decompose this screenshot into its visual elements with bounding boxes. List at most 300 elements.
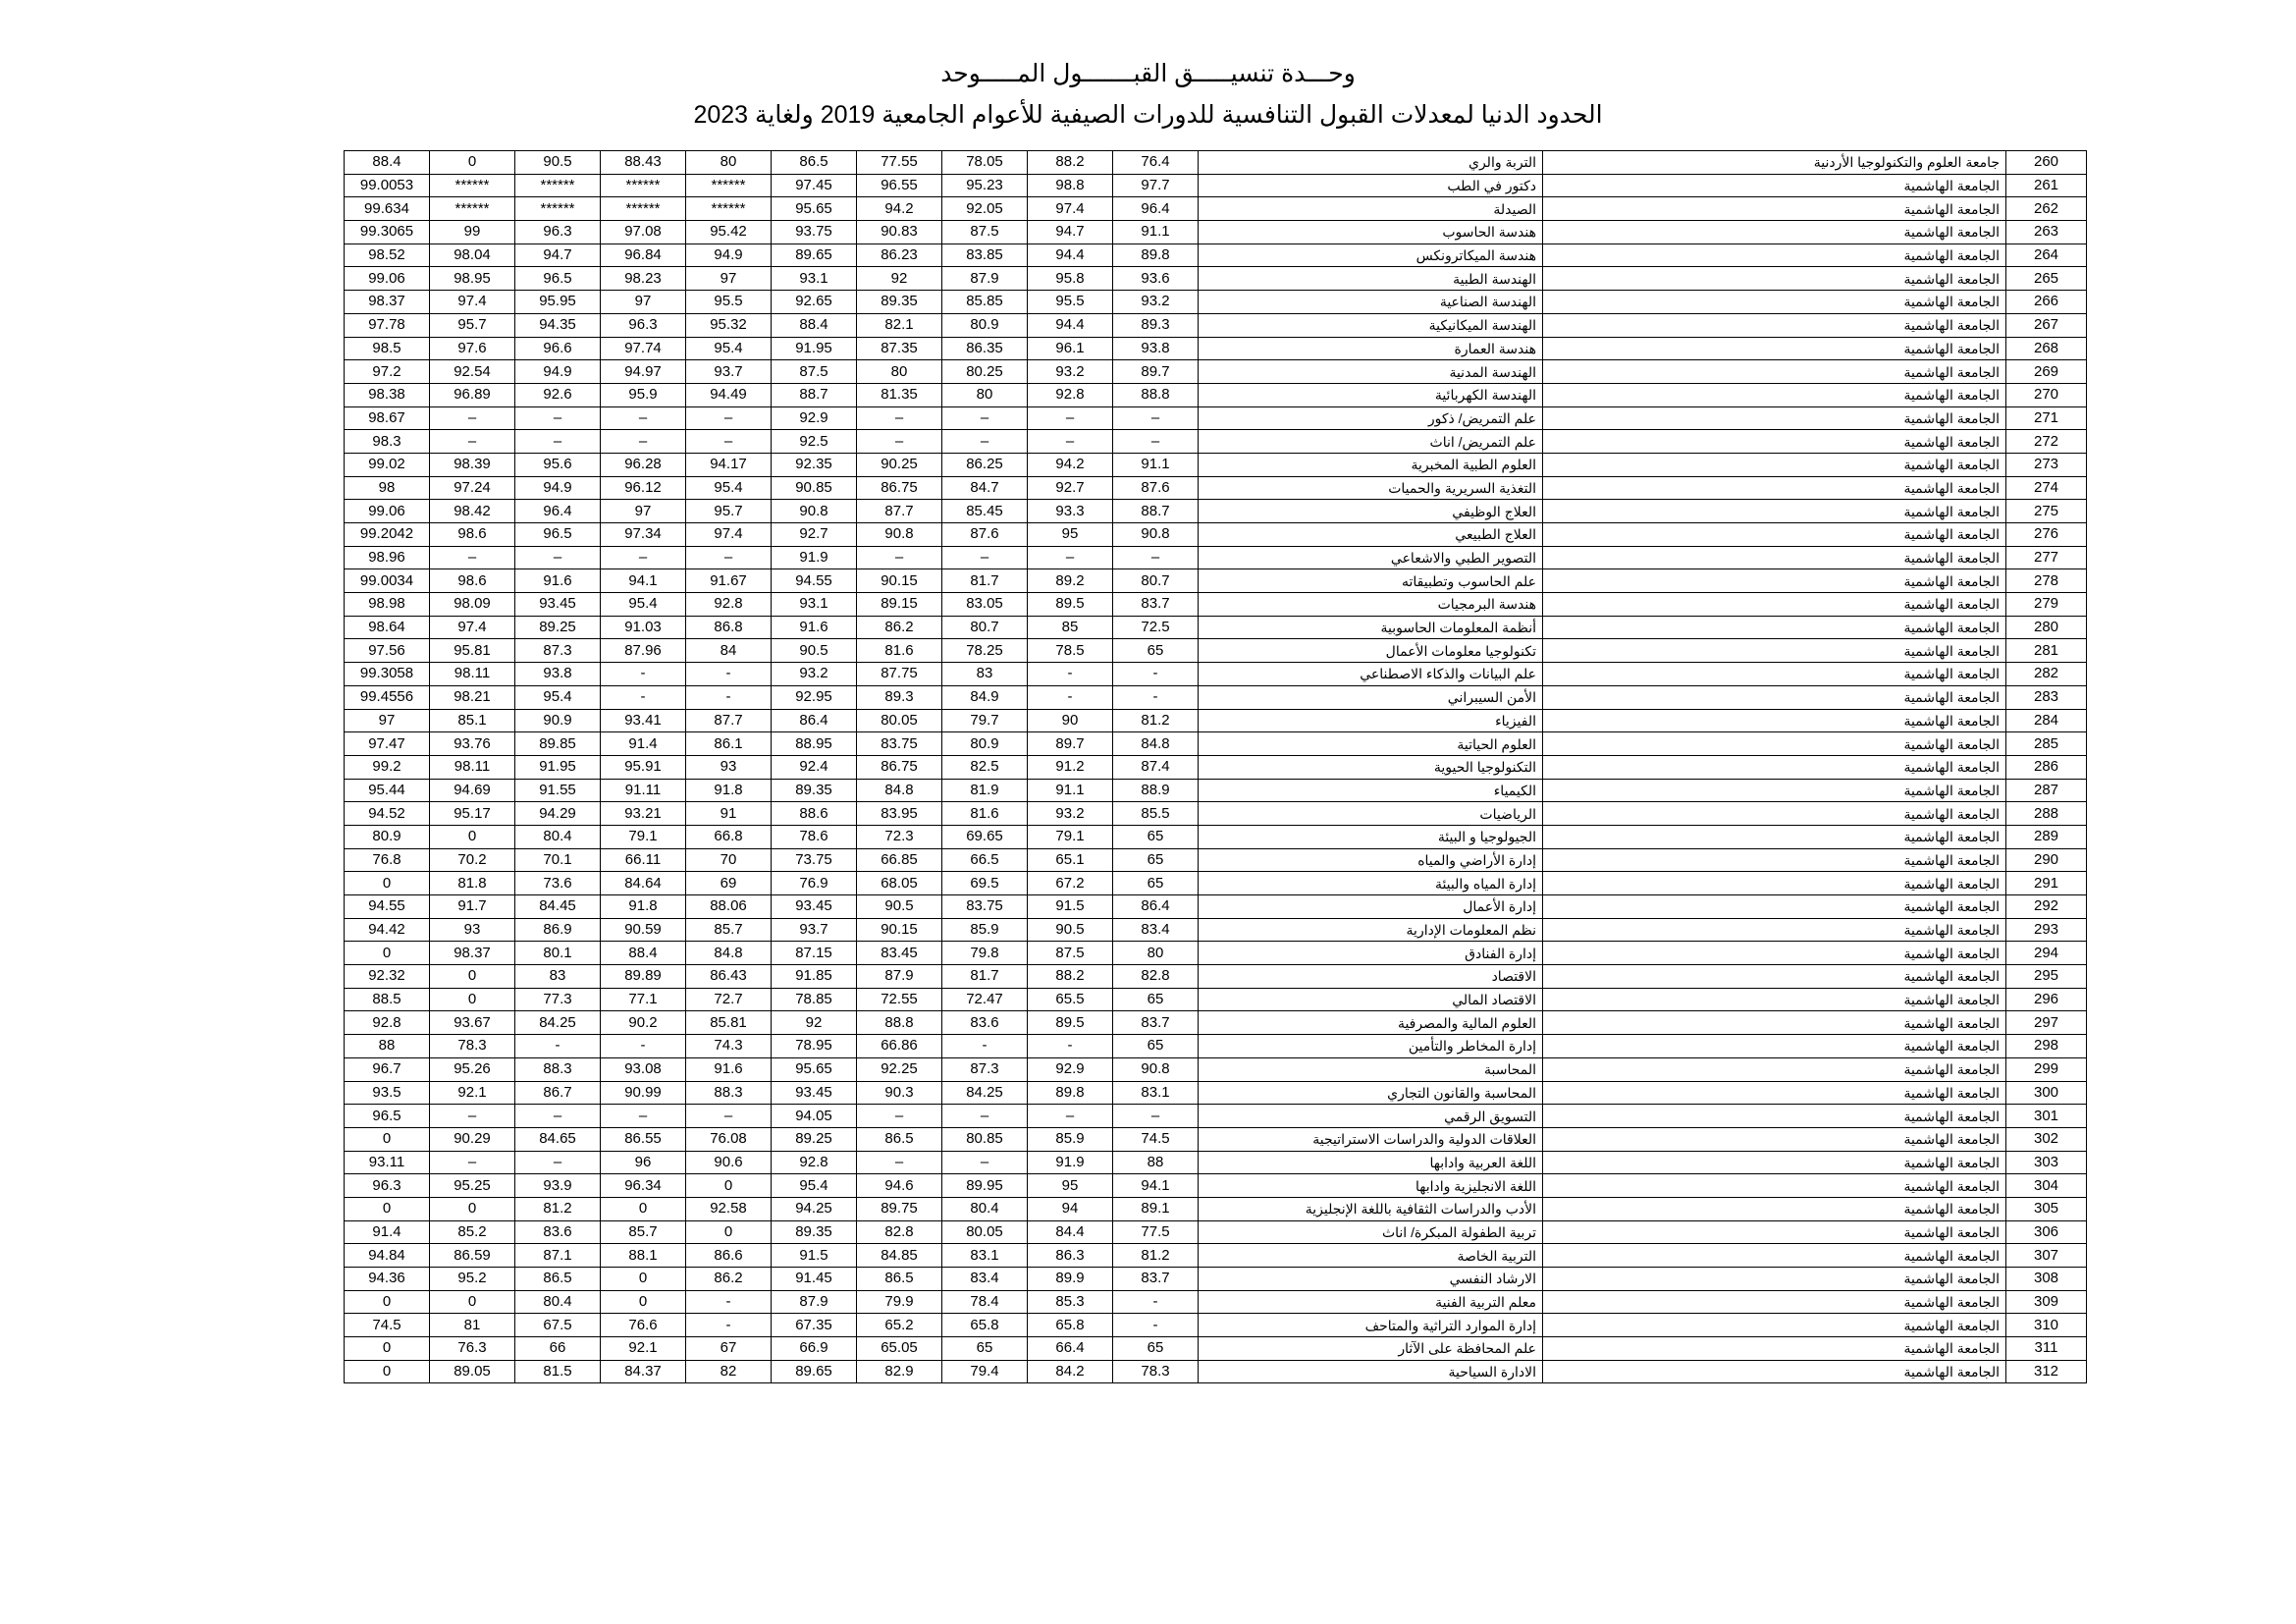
score-cell: 96.12 [601, 476, 686, 500]
score-cell: 97.24 [430, 476, 515, 500]
score-cell: 93.7 [772, 918, 857, 942]
score-cell: 77.1 [601, 988, 686, 1011]
score-cell: 88.43 [601, 151, 686, 175]
score-cell: 91.5 [1028, 895, 1113, 919]
major-cell: التربة والري [1199, 151, 1543, 175]
score-cell: 98.96 [345, 546, 430, 569]
score-cell: 92.65 [772, 291, 857, 314]
score-cell: 0 [686, 1174, 772, 1198]
score-cell: 89.95 [942, 1174, 1028, 1198]
score-cell: 74.3 [686, 1035, 772, 1058]
score-cell: 0 [430, 965, 515, 989]
university-cell: الجامعة الهاشمية [1543, 732, 2006, 756]
table-row [345, 755, 2087, 779]
university-cell: الجامعة الهاشمية [1543, 360, 2006, 384]
score-cell: 0 [345, 1197, 430, 1220]
score-cell: 91.1 [1028, 779, 1113, 802]
score-cell: 94.42 [345, 918, 430, 942]
score-cell: 77.3 [515, 988, 601, 1011]
score-cell: - [1113, 1314, 1199, 1337]
score-cell: 81 [430, 1314, 515, 1337]
score-cell: – [1028, 406, 1113, 430]
score-cell: 84.8 [1113, 732, 1199, 756]
score-cell: 85 [1028, 616, 1113, 639]
university-cell: الجامعة الهاشمية [1543, 174, 2006, 197]
score-cell: - [686, 1290, 772, 1314]
score-cell: 85.1 [430, 709, 515, 732]
score-cell: 96.89 [430, 383, 515, 406]
major-cell: اللغة الانجليزية وادابها [1199, 1174, 1543, 1198]
row-number-cell: 290 [2006, 848, 2087, 872]
score-cell: 94.2 [1028, 453, 1113, 476]
university-cell: الجامعة الهاشمية [1543, 1057, 2006, 1081]
row-number-cell: 298 [2006, 1035, 2087, 1058]
score-cell: 91.6 [515, 569, 601, 593]
score-cell: 73.6 [515, 872, 601, 895]
score-cell: 97.4 [686, 523, 772, 547]
row-number-cell: 277 [2006, 546, 2087, 569]
major-cell: أنظمة المعلومات الحاسوبية [1199, 616, 1543, 639]
score-cell: 88 [1113, 1151, 1199, 1174]
score-cell: 65 [1113, 872, 1199, 895]
score-cell: 89.15 [857, 593, 942, 617]
score-cell: - [686, 1314, 772, 1337]
score-cell: 76.4 [1113, 151, 1199, 175]
score-cell: 85.2 [430, 1220, 515, 1244]
table-row [345, 1290, 2087, 1314]
score-cell: 94.36 [345, 1268, 430, 1291]
major-cell: الأمن السيبراني [1199, 685, 1543, 709]
score-cell: 86.6 [686, 1244, 772, 1268]
score-cell: ****** [686, 197, 772, 221]
score-cell: 93.08 [601, 1057, 686, 1081]
score-cell: 98.52 [345, 244, 430, 267]
table-row [345, 709, 2087, 732]
score-cell: 94 [1028, 1197, 1113, 1220]
table-row [345, 848, 2087, 872]
score-cell: 69.5 [942, 872, 1028, 895]
table-row [345, 197, 2087, 221]
score-cell: 80.7 [942, 616, 1028, 639]
score-cell: 86.5 [772, 151, 857, 175]
major-cell: علم التمريض/ ذكور [1199, 406, 1543, 430]
score-cell: 92.25 [857, 1057, 942, 1081]
row-number-cell: 309 [2006, 1290, 2087, 1314]
score-cell: 87.9 [942, 267, 1028, 291]
score-cell: 89.85 [515, 732, 601, 756]
table-row [345, 1268, 2087, 1291]
university-cell: الجامعة الهاشمية [1543, 663, 2006, 686]
table-row [345, 1057, 2087, 1081]
table-row [345, 453, 2087, 476]
row-number-cell: 284 [2006, 709, 2087, 732]
score-cell: 88.7 [1113, 500, 1199, 523]
score-cell: 90.15 [857, 918, 942, 942]
score-cell: 98.21 [430, 685, 515, 709]
university-cell: الجامعة الهاشمية [1543, 848, 2006, 872]
score-cell: 94.4 [1028, 244, 1113, 267]
row-number-cell: 311 [2006, 1337, 2087, 1361]
table-row [345, 174, 2087, 197]
score-cell: - [942, 1035, 1028, 1058]
university-cell: الجامعة الهاشمية [1543, 755, 2006, 779]
score-cell: 91.95 [772, 337, 857, 360]
score-cell: 94.9 [686, 244, 772, 267]
score-cell: 99.0053 [345, 174, 430, 197]
score-cell: 98.37 [345, 291, 430, 314]
major-cell: اللغة العربية وادابها [1199, 1151, 1543, 1174]
score-cell: 80.4 [942, 1197, 1028, 1220]
table-row [345, 616, 2087, 639]
row-number-cell: 280 [2006, 616, 2087, 639]
row-number-cell: 293 [2006, 918, 2087, 942]
university-cell: الجامعة الهاشمية [1543, 1197, 2006, 1220]
university-cell: الجامعة الهاشمية [1543, 616, 2006, 639]
score-cell: 82 [686, 1360, 772, 1383]
university-cell: الجامعة الهاشمية [1543, 1174, 2006, 1198]
score-cell: 83.95 [857, 802, 942, 826]
score-cell: 91.1 [1113, 453, 1199, 476]
score-cell: 99.0034 [345, 569, 430, 593]
score-cell: 88.3 [515, 1057, 601, 1081]
score-cell: 78.3 [430, 1035, 515, 1058]
score-cell: 86.5 [515, 1268, 601, 1291]
score-cell: 98.04 [430, 244, 515, 267]
major-cell: التصوير الطبي والاشعاعي [1199, 546, 1543, 569]
score-cell: - [1028, 685, 1113, 709]
score-cell: 94.52 [345, 802, 430, 826]
score-cell: 91.11 [601, 779, 686, 802]
score-cell: 95.44 [345, 779, 430, 802]
score-cell: 90.5 [772, 639, 857, 663]
table-row [345, 1127, 2087, 1151]
score-cell: 93.5 [345, 1081, 430, 1105]
score-cell: 70 [686, 848, 772, 872]
document-title: وحـــدة تنسيـــــق القبـــــــول المـــــوحد [940, 60, 1356, 87]
table-row [345, 663, 2087, 686]
score-cell: 95.4 [515, 685, 601, 709]
score-cell: 76.6 [601, 1314, 686, 1337]
score-cell: 95.4 [686, 476, 772, 500]
score-cell: 92.54 [430, 360, 515, 384]
score-cell: 87.96 [601, 639, 686, 663]
score-cell: - [1028, 1035, 1113, 1058]
score-cell: 89.3 [1113, 313, 1199, 337]
score-cell: 89.35 [857, 291, 942, 314]
score-cell: 89.9 [1028, 1268, 1113, 1291]
score-cell: 91.8 [601, 895, 686, 919]
score-cell: 93.67 [430, 1011, 515, 1035]
major-cell: الرياضيات [1199, 802, 1543, 826]
score-cell: 65.8 [942, 1314, 1028, 1337]
score-cell: 81.35 [857, 383, 942, 406]
score-cell: 97 [686, 267, 772, 291]
row-number-cell: 282 [2006, 663, 2087, 686]
score-cell: 90.5 [857, 895, 942, 919]
score-cell: 92.7 [1028, 476, 1113, 500]
score-cell: 97.47 [345, 732, 430, 756]
score-cell: 95.2 [430, 1268, 515, 1291]
row-number-cell: 297 [2006, 1011, 2087, 1035]
score-cell: 79.7 [942, 709, 1028, 732]
major-cell: إدارة المخاطر والتأمين [1199, 1035, 1543, 1058]
score-cell: 97.45 [772, 174, 857, 197]
score-cell: 66 [515, 1337, 601, 1361]
score-cell: 94.1 [601, 569, 686, 593]
score-cell: ****** [686, 174, 772, 197]
table-row [345, 337, 2087, 360]
score-cell: 96.4 [515, 500, 601, 523]
score-cell: ****** [601, 197, 686, 221]
score-cell: 97 [345, 709, 430, 732]
score-cell: – [686, 1105, 772, 1128]
score-cell: 79.9 [857, 1290, 942, 1314]
score-cell: 90.5 [1028, 918, 1113, 942]
score-cell: 92.7 [772, 523, 857, 547]
score-cell: 98 [345, 476, 430, 500]
score-cell: 94.7 [1028, 221, 1113, 244]
score-cell: 77.5 [1113, 1220, 1199, 1244]
score-cell: 86.5 [857, 1268, 942, 1291]
score-cell: 0 [345, 872, 430, 895]
score-cell: 84.65 [515, 1127, 601, 1151]
major-cell: تربية الطفولة المبكرة/ اناث [1199, 1220, 1543, 1244]
major-cell: العلوم المالية والمصرفية [1199, 1011, 1543, 1035]
university-cell: الجامعة الهاشمية [1543, 872, 2006, 895]
score-cell: – [601, 406, 686, 430]
row-number-cell: 261 [2006, 174, 2087, 197]
score-cell: 86.25 [942, 453, 1028, 476]
score-cell: 96.34 [601, 1174, 686, 1198]
row-number-cell: 289 [2006, 825, 2087, 848]
score-cell: 90.8 [857, 523, 942, 547]
row-number-cell: 281 [2006, 639, 2087, 663]
score-cell: 94.17 [686, 453, 772, 476]
score-cell: 83.4 [1113, 918, 1199, 942]
score-cell: 92.32 [345, 965, 430, 989]
admission-cutoffs-table [344, 150, 2087, 1383]
row-number-cell: 287 [2006, 779, 2087, 802]
university-cell: الجامعة الهاشمية [1543, 709, 2006, 732]
score-cell: 78.5 [1028, 639, 1113, 663]
score-cell: 85.81 [686, 1011, 772, 1035]
university-cell: الجامعة الهاشمية [1543, 430, 2006, 454]
score-cell: 99.3058 [345, 663, 430, 686]
score-cell: 87.5 [1028, 942, 1113, 965]
score-cell: 95.42 [686, 221, 772, 244]
score-cell: 80 [857, 360, 942, 384]
table-row [345, 639, 2087, 663]
university-cell: الجامعة الهاشمية [1543, 1337, 2006, 1361]
score-cell: 96.5 [515, 267, 601, 291]
score-cell: 99.4556 [345, 685, 430, 709]
score-cell: 90.59 [601, 918, 686, 942]
score-cell: 80.05 [942, 1220, 1028, 1244]
score-cell: 95.6 [515, 453, 601, 476]
table-row [345, 593, 2087, 617]
university-cell: الجامعة الهاشمية [1543, 779, 2006, 802]
score-cell: 87.6 [1113, 476, 1199, 500]
major-cell: تكنولوجيا معلومات الأعمال [1199, 639, 1543, 663]
table-row [345, 569, 2087, 593]
score-cell: 96.5 [515, 523, 601, 547]
score-cell: 93.1 [772, 593, 857, 617]
score-cell: 91.03 [601, 616, 686, 639]
score-cell: 80.9 [942, 732, 1028, 756]
score-cell: 86.2 [686, 1268, 772, 1291]
university-cell: الجامعة الهاشمية [1543, 1011, 2006, 1035]
score-cell: 92.6 [515, 383, 601, 406]
table-row [345, 476, 2087, 500]
score-cell: 79.4 [942, 1360, 1028, 1383]
score-cell: – [430, 546, 515, 569]
score-cell: 84.85 [857, 1244, 942, 1268]
score-cell: 98.11 [430, 663, 515, 686]
score-cell: 89.75 [857, 1197, 942, 1220]
score-cell: 98.11 [430, 755, 515, 779]
table-row [345, 406, 2087, 430]
score-cell: 80.85 [942, 1127, 1028, 1151]
university-cell: الجامعة الهاشمية [1543, 313, 2006, 337]
score-cell: 86.23 [857, 244, 942, 267]
score-cell: 86.35 [942, 337, 1028, 360]
score-cell: 89.35 [772, 1220, 857, 1244]
row-number-cell: 305 [2006, 1197, 2087, 1220]
score-cell: 80.9 [942, 313, 1028, 337]
score-cell: 70.1 [515, 848, 601, 872]
score-cell: 66.9 [772, 1337, 857, 1361]
score-cell: 90.15 [857, 569, 942, 593]
score-cell: 88.6 [772, 802, 857, 826]
major-cell: الادارة السياحية [1199, 1360, 1543, 1383]
score-cell: 76.9 [772, 872, 857, 895]
table-row [345, 500, 2087, 523]
major-cell: علم البيانات والذكاء الاصطناعي [1199, 663, 1543, 686]
major-cell: الكيمياء [1199, 779, 1543, 802]
score-cell: 72.5 [1113, 616, 1199, 639]
score-cell: – [857, 1105, 942, 1128]
score-cell: 98.64 [345, 616, 430, 639]
score-cell: 94.1 [1113, 1174, 1199, 1198]
row-number-cell: 275 [2006, 500, 2087, 523]
score-cell: 84.4 [1028, 1220, 1113, 1244]
score-cell: 90.29 [430, 1127, 515, 1151]
row-number-cell: 278 [2006, 569, 2087, 593]
row-number-cell: 260 [2006, 151, 2087, 175]
score-cell: 94.55 [345, 895, 430, 919]
row-number-cell: 296 [2006, 988, 2087, 1011]
university-cell: الجامعة الهاشمية [1543, 685, 2006, 709]
university-cell: الجامعة الهاشمية [1543, 569, 2006, 593]
score-cell: 89.25 [772, 1127, 857, 1151]
table-row [345, 291, 2087, 314]
score-cell: - [1113, 685, 1199, 709]
score-cell: 81.7 [942, 965, 1028, 989]
table-row [345, 802, 2087, 826]
score-cell: 94.2 [857, 197, 942, 221]
score-cell: 84.25 [942, 1081, 1028, 1105]
score-cell: 85.85 [942, 291, 1028, 314]
score-cell: 87.15 [772, 942, 857, 965]
score-cell: 91.5 [772, 1244, 857, 1268]
major-cell: الفيزياء [1199, 709, 1543, 732]
score-cell: 88.4 [601, 942, 686, 965]
score-cell: 96.3 [601, 313, 686, 337]
score-cell: 93.8 [1113, 337, 1199, 360]
major-cell: إدارة المياه والبيئة [1199, 872, 1543, 895]
score-cell: – [1113, 1105, 1199, 1128]
table-row [345, 779, 2087, 802]
table-row [345, 1151, 2087, 1174]
score-cell: – [1028, 546, 1113, 569]
score-cell: 65.1 [1028, 848, 1113, 872]
university-cell: الجامعة الهاشمية [1543, 918, 2006, 942]
score-cell: 74.5 [1113, 1127, 1199, 1151]
score-cell: 90.6 [686, 1151, 772, 1174]
score-cell: 92 [857, 267, 942, 291]
score-cell: 98.8 [1028, 174, 1113, 197]
major-cell: الصيدلة [1199, 197, 1543, 221]
score-cell: 66.5 [942, 848, 1028, 872]
score-cell: – [1113, 546, 1199, 569]
score-cell: 87.3 [515, 639, 601, 663]
score-cell: 86.75 [857, 755, 942, 779]
score-cell: – [601, 546, 686, 569]
score-cell: - [1113, 1290, 1199, 1314]
score-cell: - [601, 685, 686, 709]
score-cell: 96.6 [515, 337, 601, 360]
table-row [345, 825, 2087, 848]
score-cell: 86.75 [857, 476, 942, 500]
row-number-cell: 268 [2006, 337, 2087, 360]
score-cell: 65.05 [857, 1337, 942, 1361]
score-cell: 90.99 [601, 1081, 686, 1105]
major-cell: العلوم الطبية المخبرية [1199, 453, 1543, 476]
score-cell: 84.8 [686, 942, 772, 965]
score-cell: 65 [1113, 825, 1199, 848]
score-cell: 86.2 [857, 616, 942, 639]
major-cell: التكنولوجيا الحيوية [1199, 755, 1543, 779]
row-number-cell: 308 [2006, 1268, 2087, 1291]
table-row [345, 151, 2087, 175]
score-cell: 97.2 [345, 360, 430, 384]
score-cell: 97.74 [601, 337, 686, 360]
score-cell: – [857, 406, 942, 430]
score-cell: 92.95 [772, 685, 857, 709]
score-cell: 89.89 [601, 965, 686, 989]
table-row [345, 1360, 2087, 1383]
row-number-cell: 304 [2006, 1174, 2087, 1198]
score-cell: 86.55 [601, 1127, 686, 1151]
major-cell: نظم المعلومات الإدارية [1199, 918, 1543, 942]
score-cell: 93.9 [515, 1174, 601, 1198]
score-cell: 85.3 [1028, 1290, 1113, 1314]
score-cell: 93.2 [772, 663, 857, 686]
score-cell: 84 [686, 639, 772, 663]
score-cell: 0 [345, 1360, 430, 1383]
score-cell: 82.1 [857, 313, 942, 337]
score-cell: 93.45 [515, 593, 601, 617]
score-cell: 89.2 [1028, 569, 1113, 593]
score-cell: 95.17 [430, 802, 515, 826]
score-cell: 0 [601, 1197, 686, 1220]
score-cell: – [686, 430, 772, 454]
score-cell: 88.06 [686, 895, 772, 919]
score-cell: - [686, 685, 772, 709]
score-cell: 99.2042 [345, 523, 430, 547]
row-number-cell: 270 [2006, 383, 2087, 406]
score-cell: 88.2 [1028, 965, 1113, 989]
